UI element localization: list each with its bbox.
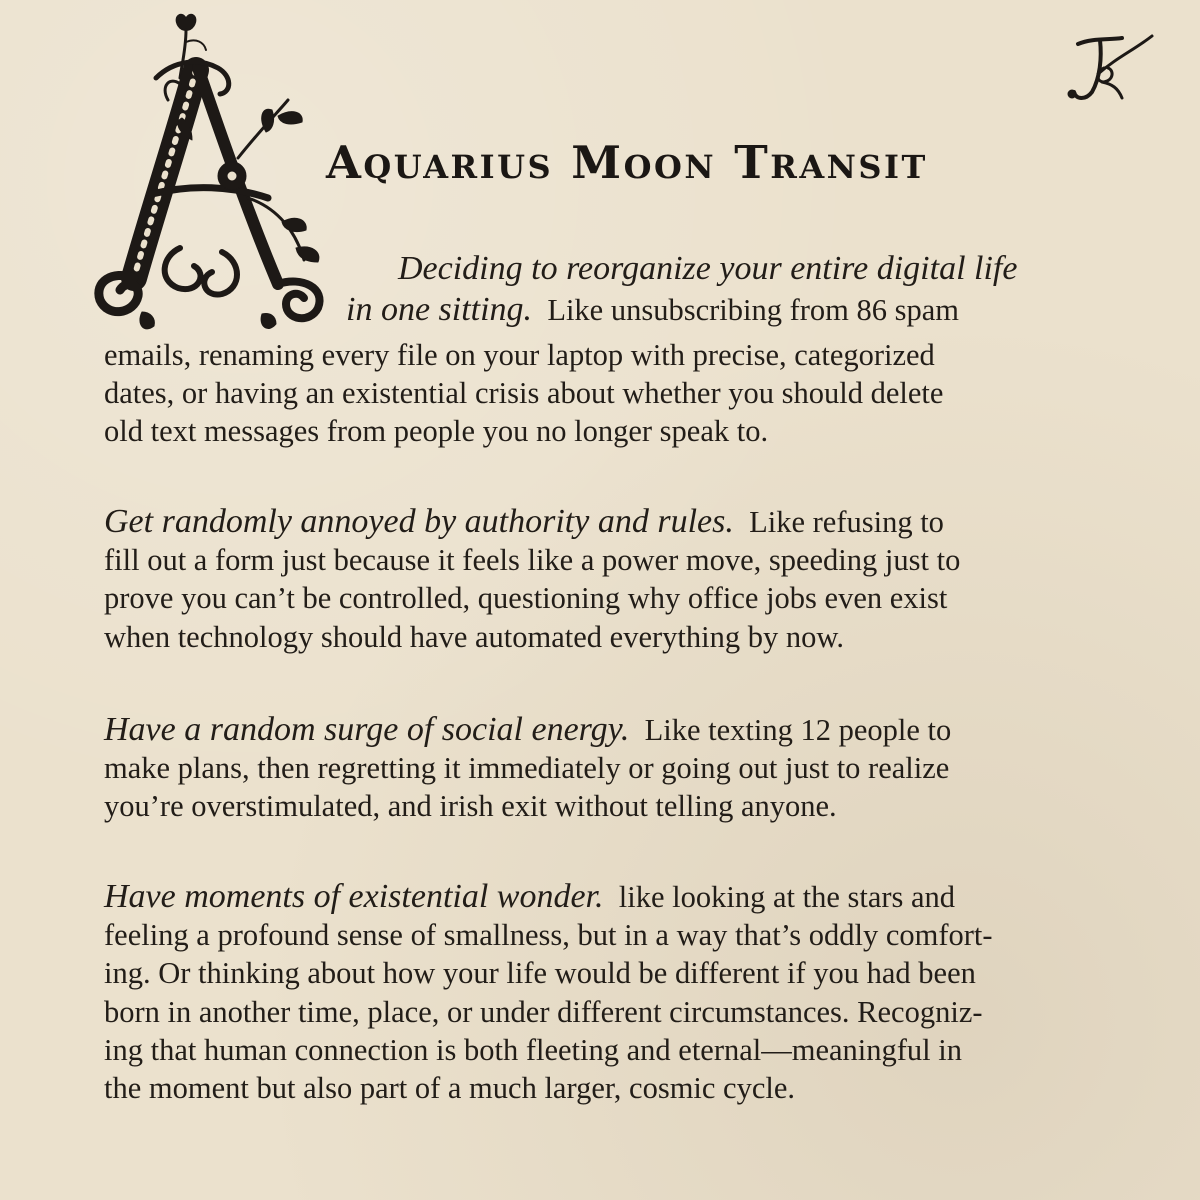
section-4: Have moments of existential wonder. like looking at the stars and feeling a profound sense of smallness, but in a way that’s oddly comfort- ing. Or thinking about how your life would be different if you had been born in another time, place, or under different circumstances. Recogniz- ing that human connection is both fleeting and eternal—meaningful in the moment but also part of a much larger, cosmic cycle. xyxy=(104,878,993,1106)
section-2: Get randomly annoyed by authority and rules. Like refusing to fill out a form just because it feels like a power move, speeding just to prove you can’t be controlled, questioning why office jobs even exist when technology should have automated everything by now. xyxy=(104,503,961,654)
page-title: Aquarius Moon Transit xyxy=(326,136,928,189)
section-3: Have a random surge of social energy. Like texting 12 people to make plans, then regretting it immediately or going out just to realize you’re overstimulated, and irish exit without telling anyone. xyxy=(104,711,952,824)
section-1-lead-line-1: Deciding to reorganize your entire digital life xyxy=(398,250,1018,287)
section-1-line-2: in one sitting. Like unsubscribing from 86 spam xyxy=(346,291,960,328)
ornate-initial-a xyxy=(82,8,344,338)
section-3-lead: Have a random surge of social energy. xyxy=(104,711,630,748)
section-2-lead: Get randomly annoyed by authority and rules. xyxy=(104,503,734,540)
section-1-body: emails, renaming every file on your laptop with precise, categorized dates, or having an existential crisis about whether you should delete old text messages from people you no longer speak to. xyxy=(104,338,944,449)
monogram-logo xyxy=(1052,28,1162,108)
section-4-lead: Have moments of existential wonder. xyxy=(104,878,604,915)
